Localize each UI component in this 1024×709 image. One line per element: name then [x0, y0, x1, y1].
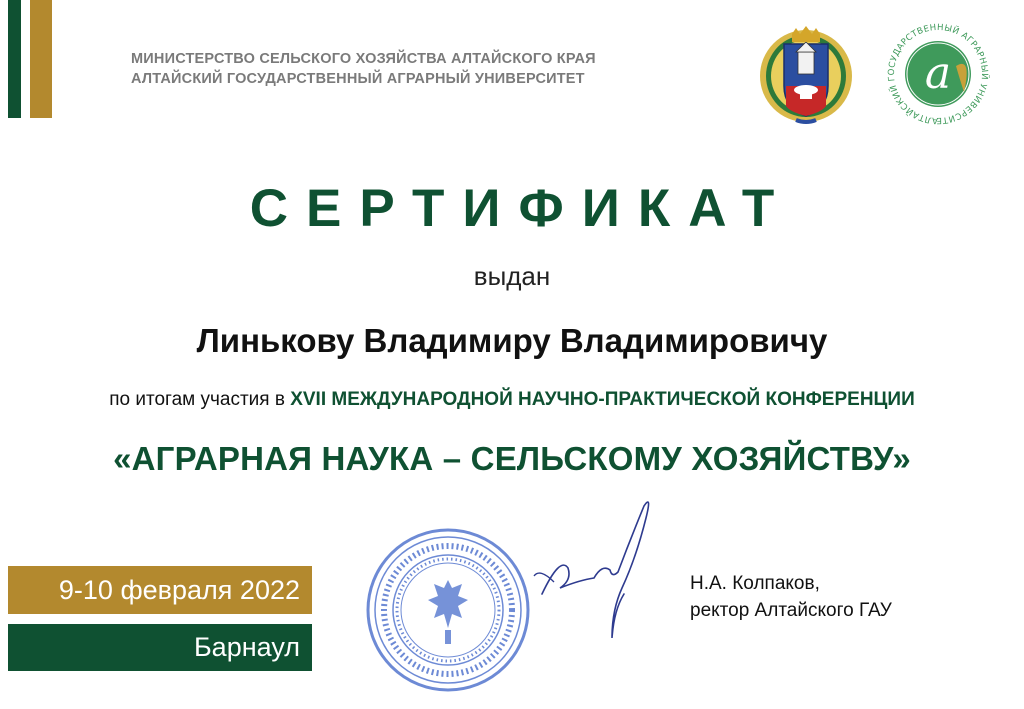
conference-name: XVII МЕЖДУНАРОДНОЙ НАУЧНО-ПРАКТИЧЕСКОЙ КОНФЕРЕНЦИИ [290, 389, 915, 410]
event-date: 9-10 февраля 2022 [8, 566, 312, 614]
signer-name: Н.А. Колпаков, [690, 573, 820, 594]
conference-intro: по итогам участия в [109, 389, 285, 410]
decor-bar-green [8, 0, 21, 118]
recipient-name: Линькову Владимиру Владимировичу [196, 322, 828, 359]
university-logo-letter: a [924, 48, 952, 99]
org-line-ministry: МИНИСТЕРСТВО СЕЛЬСКОГО ХОЗЯЙСТВА АЛТАЙСКОГО КРАЯ [131, 51, 596, 67]
certificate-title: СЕРТИФИКАТ [249, 179, 793, 238]
altai-coat-of-arms-icon [756, 24, 856, 126]
signature-icon [520, 498, 660, 648]
signer-block [690, 570, 892, 624]
org-line-university: АЛТАЙСКИЙ ГОСУДАРСТВЕННЫЙ АГРАРНЫЙ УНИВЕРСИТЕТ [131, 71, 585, 87]
signer-position: ректор Алтайского ГАУ [690, 600, 892, 621]
official-stamp-icon [362, 518, 534, 700]
conference-line [0, 389, 1024, 411]
event-city: Барнаул [8, 624, 312, 671]
university-logo-ring-text: АЛТАЙСКИЙ ГОСУДАРСТВЕННЫЙ АГРАРНЫЙ УНИВЕРСИТЕ [886, 22, 990, 126]
issued-label: выдан [473, 261, 551, 291]
university-logo-icon [880, 22, 996, 126]
conference-title: «АГРАРНАЯ НАУКА – СЕЛЬСКОМУ ХОЗЯЙСТВУ» [113, 440, 911, 477]
organization-header [131, 49, 596, 89]
decor-bar-gold [30, 0, 52, 118]
